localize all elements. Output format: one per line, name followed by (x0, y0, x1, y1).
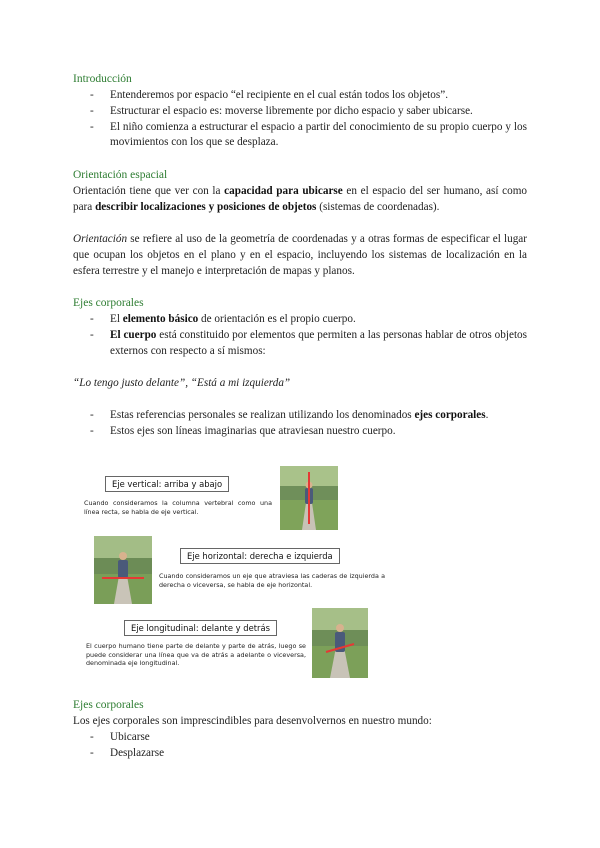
body-axes-figure (80, 462, 385, 694)
park-photo-horizontal (94, 536, 152, 604)
text-run: Estas referencias personales se realizan utilizando los denominados (110, 409, 415, 421)
paragraph-ejes-2: Los ejes corporales son imprescindibles para desenvolvernos en nuestro mundo: (73, 715, 432, 727)
ejes2-list (73, 730, 527, 762)
list-item: - Desplazarse (73, 746, 527, 762)
intro-list (73, 88, 527, 151)
horizontal-axis-label: Eje horizontal: derecha e izquierda (180, 548, 340, 564)
text-run: se refiere al uso de la geometría de coordenadas y a otras formas de especificar el lugar que ocupan los objetos en el plano y en el espacio, incluyendo los sistemas de localización en la esfera terrestre y el manejo e interpretación de mapas y planos. (73, 233, 527, 277)
list-item (73, 408, 527, 424)
section-heading-orientacion: Orientación espacial (73, 169, 168, 181)
bold-text: capacidad para ubicarse (224, 185, 343, 197)
list-item: - Ubicarse (73, 730, 527, 746)
text-run: (sistemas de coordenadas). (316, 200, 440, 213)
section-heading-introduccion: Introducción (73, 73, 132, 85)
text-run: de orientación es el propio cuerpo. (198, 313, 356, 325)
section-heading-ejes: Ejes corporales (73, 297, 144, 309)
ejes-list (73, 312, 527, 359)
vertical-axis-photo (280, 466, 338, 530)
quote: “Lo tengo justo delante”, “Está a mi izquierda” (73, 377, 291, 389)
longitudinal-axis-label: Eje longitudinal: delante y detrás (124, 620, 277, 636)
bold-text: El cuerpo (110, 328, 157, 341)
text-run: Orientación tiene que ver con la (73, 185, 225, 197)
list-item: - Entenderemos por espacio “el recipiente en el cual están todos los objetos”. (73, 88, 527, 104)
bold-text: describir localizaciones y posiciones de objetos (95, 200, 317, 213)
ejes-list-2 (73, 408, 527, 440)
text-run: El (110, 313, 123, 325)
section-heading-ejes-2: Ejes corporales (73, 699, 144, 711)
horizontal-axis-photo (94, 536, 152, 604)
park-photo-vertical (280, 466, 338, 530)
vertical-axis-text: Cuando consideramos la columna vertebral como una línea recta, se habla de eje vertical. (84, 499, 272, 516)
list-item: - El niño comienza a estructurar el espacio a partir del conocimiento de su propio cuerpo y los movimientos con los que se desplaza. (73, 120, 527, 152)
horizontal-axis-text: Cuando consideramos un eje que atraviesa las caderas de izquierda a derecha o viceversa, se habla de eje horizontal. (159, 572, 385, 589)
longitudinal-axis-text: El cuerpo humano tiene parte de delante y parte de atrás, luego se puede considerar una línea que va de atrás a adelante o viceversa, denominada eje longitudinal. (86, 642, 306, 668)
text-run: . (485, 409, 489, 421)
text-run: en el espacio del ser humano, así como para (73, 185, 527, 213)
longitudinal-axis-photo (312, 608, 368, 678)
bold-text: elemento básico (122, 313, 199, 325)
text-run: está constituido por elementos que permiten a las personas hablar de otros objetos externos con respecto a sí mismos: (110, 328, 527, 357)
bold-text: ejes corporales (414, 409, 486, 421)
list-item: - Estructurar el espacio es: moverse libremente por dicho espacio y saber ubicarse. (73, 104, 527, 120)
paragraph-orientacion-2 (73, 232, 527, 279)
list-item (73, 312, 527, 328)
italic-text: Orientación (73, 233, 128, 245)
park-photo-longitudinal (312, 608, 368, 678)
vertical-axis-label: Eje vertical: arriba y abajo (105, 476, 229, 492)
list-item (73, 328, 527, 360)
list-item: - Estos ejes son líneas imaginarias que atraviesan nuestro cuerpo. (73, 424, 527, 440)
paragraph-orientacion-1 (73, 184, 527, 216)
